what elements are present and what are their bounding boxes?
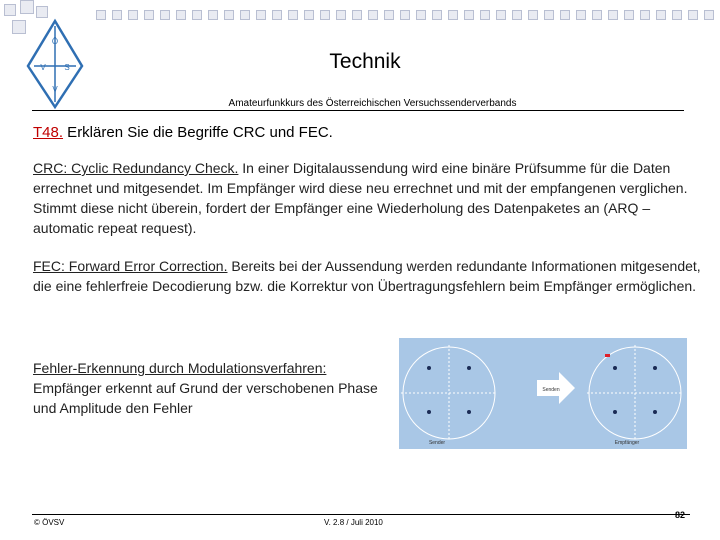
header-divider bbox=[32, 110, 684, 111]
question-heading bbox=[33, 124, 333, 141]
modulation-term: Fehler-Erkennung durch Modulationsverfahren: bbox=[33, 360, 327, 376]
arrow-label: Senden bbox=[542, 387, 560, 393]
fec-paragraph bbox=[33, 256, 713, 296]
receiver-label: Empfänger bbox=[614, 440, 640, 446]
footer-version: V. 2.8 / Juli 2010 bbox=[324, 518, 383, 527]
footer-divider bbox=[32, 514, 690, 515]
footer-copyright: © ÖVSV bbox=[34, 518, 65, 527]
fec-text: Bereits bei der Aussendung werden redundante Informationen mitgesendet, die eine fehlerfreie Decodierung bzw. die Korrektur von Übertragungsfehlern beim Empfänger ermöglichen. bbox=[33, 258, 701, 294]
sender-symbol bbox=[467, 366, 471, 370]
modulation-paragraph bbox=[33, 358, 393, 418]
modulation-text: Empfänger erkennt auf Grund der verschobenen Phase und Amplitude den Fehler bbox=[33, 380, 378, 416]
question-text: Erklären Sie die Begriffe CRC und FEC. bbox=[63, 124, 333, 141]
decorative-squares bbox=[0, 0, 720, 40]
receiver-symbol bbox=[613, 410, 617, 414]
sender-symbol bbox=[427, 410, 431, 414]
sender-symbol bbox=[467, 410, 471, 414]
sender-symbol bbox=[427, 366, 431, 370]
svg-text:V: V bbox=[40, 63, 46, 72]
course-subtitle: Amateurfunkkurs des Österreichischen Versuchssenderverbands bbox=[228, 98, 517, 109]
receiver-symbol bbox=[613, 366, 617, 370]
error-symbol bbox=[605, 354, 610, 357]
svg-text:S: S bbox=[64, 63, 70, 72]
question-number: T48. bbox=[33, 124, 64, 141]
svg-text:V: V bbox=[52, 85, 58, 94]
page-number: 82 bbox=[675, 510, 686, 520]
receiver-symbol bbox=[653, 410, 657, 414]
constellation-diagram bbox=[399, 338, 687, 449]
crc-term: CRC: Cyclic Redundancy Check. bbox=[33, 160, 239, 176]
crc-text: In einer Digitalaussendung wird eine binäre Prüfsumme für die Daten errechnet und mitgesendet. Im Empfänger wird diese neu errechnet und mit der empfangenen verglichen. Stimmt diese nicht überein, fordert der Empfänger eine Wiederholung des Datenpaketes an (ARQ – automatic repeat request). bbox=[33, 160, 688, 236]
page-title: Technik bbox=[329, 50, 401, 73]
sender-label: Sender bbox=[428, 440, 446, 446]
svg-text:Ö: Ö bbox=[51, 37, 59, 46]
crc-paragraph bbox=[33, 158, 703, 238]
receiver-symbol bbox=[653, 366, 657, 370]
fec-term: FEC: Forward Error Correction. bbox=[33, 258, 228, 274]
